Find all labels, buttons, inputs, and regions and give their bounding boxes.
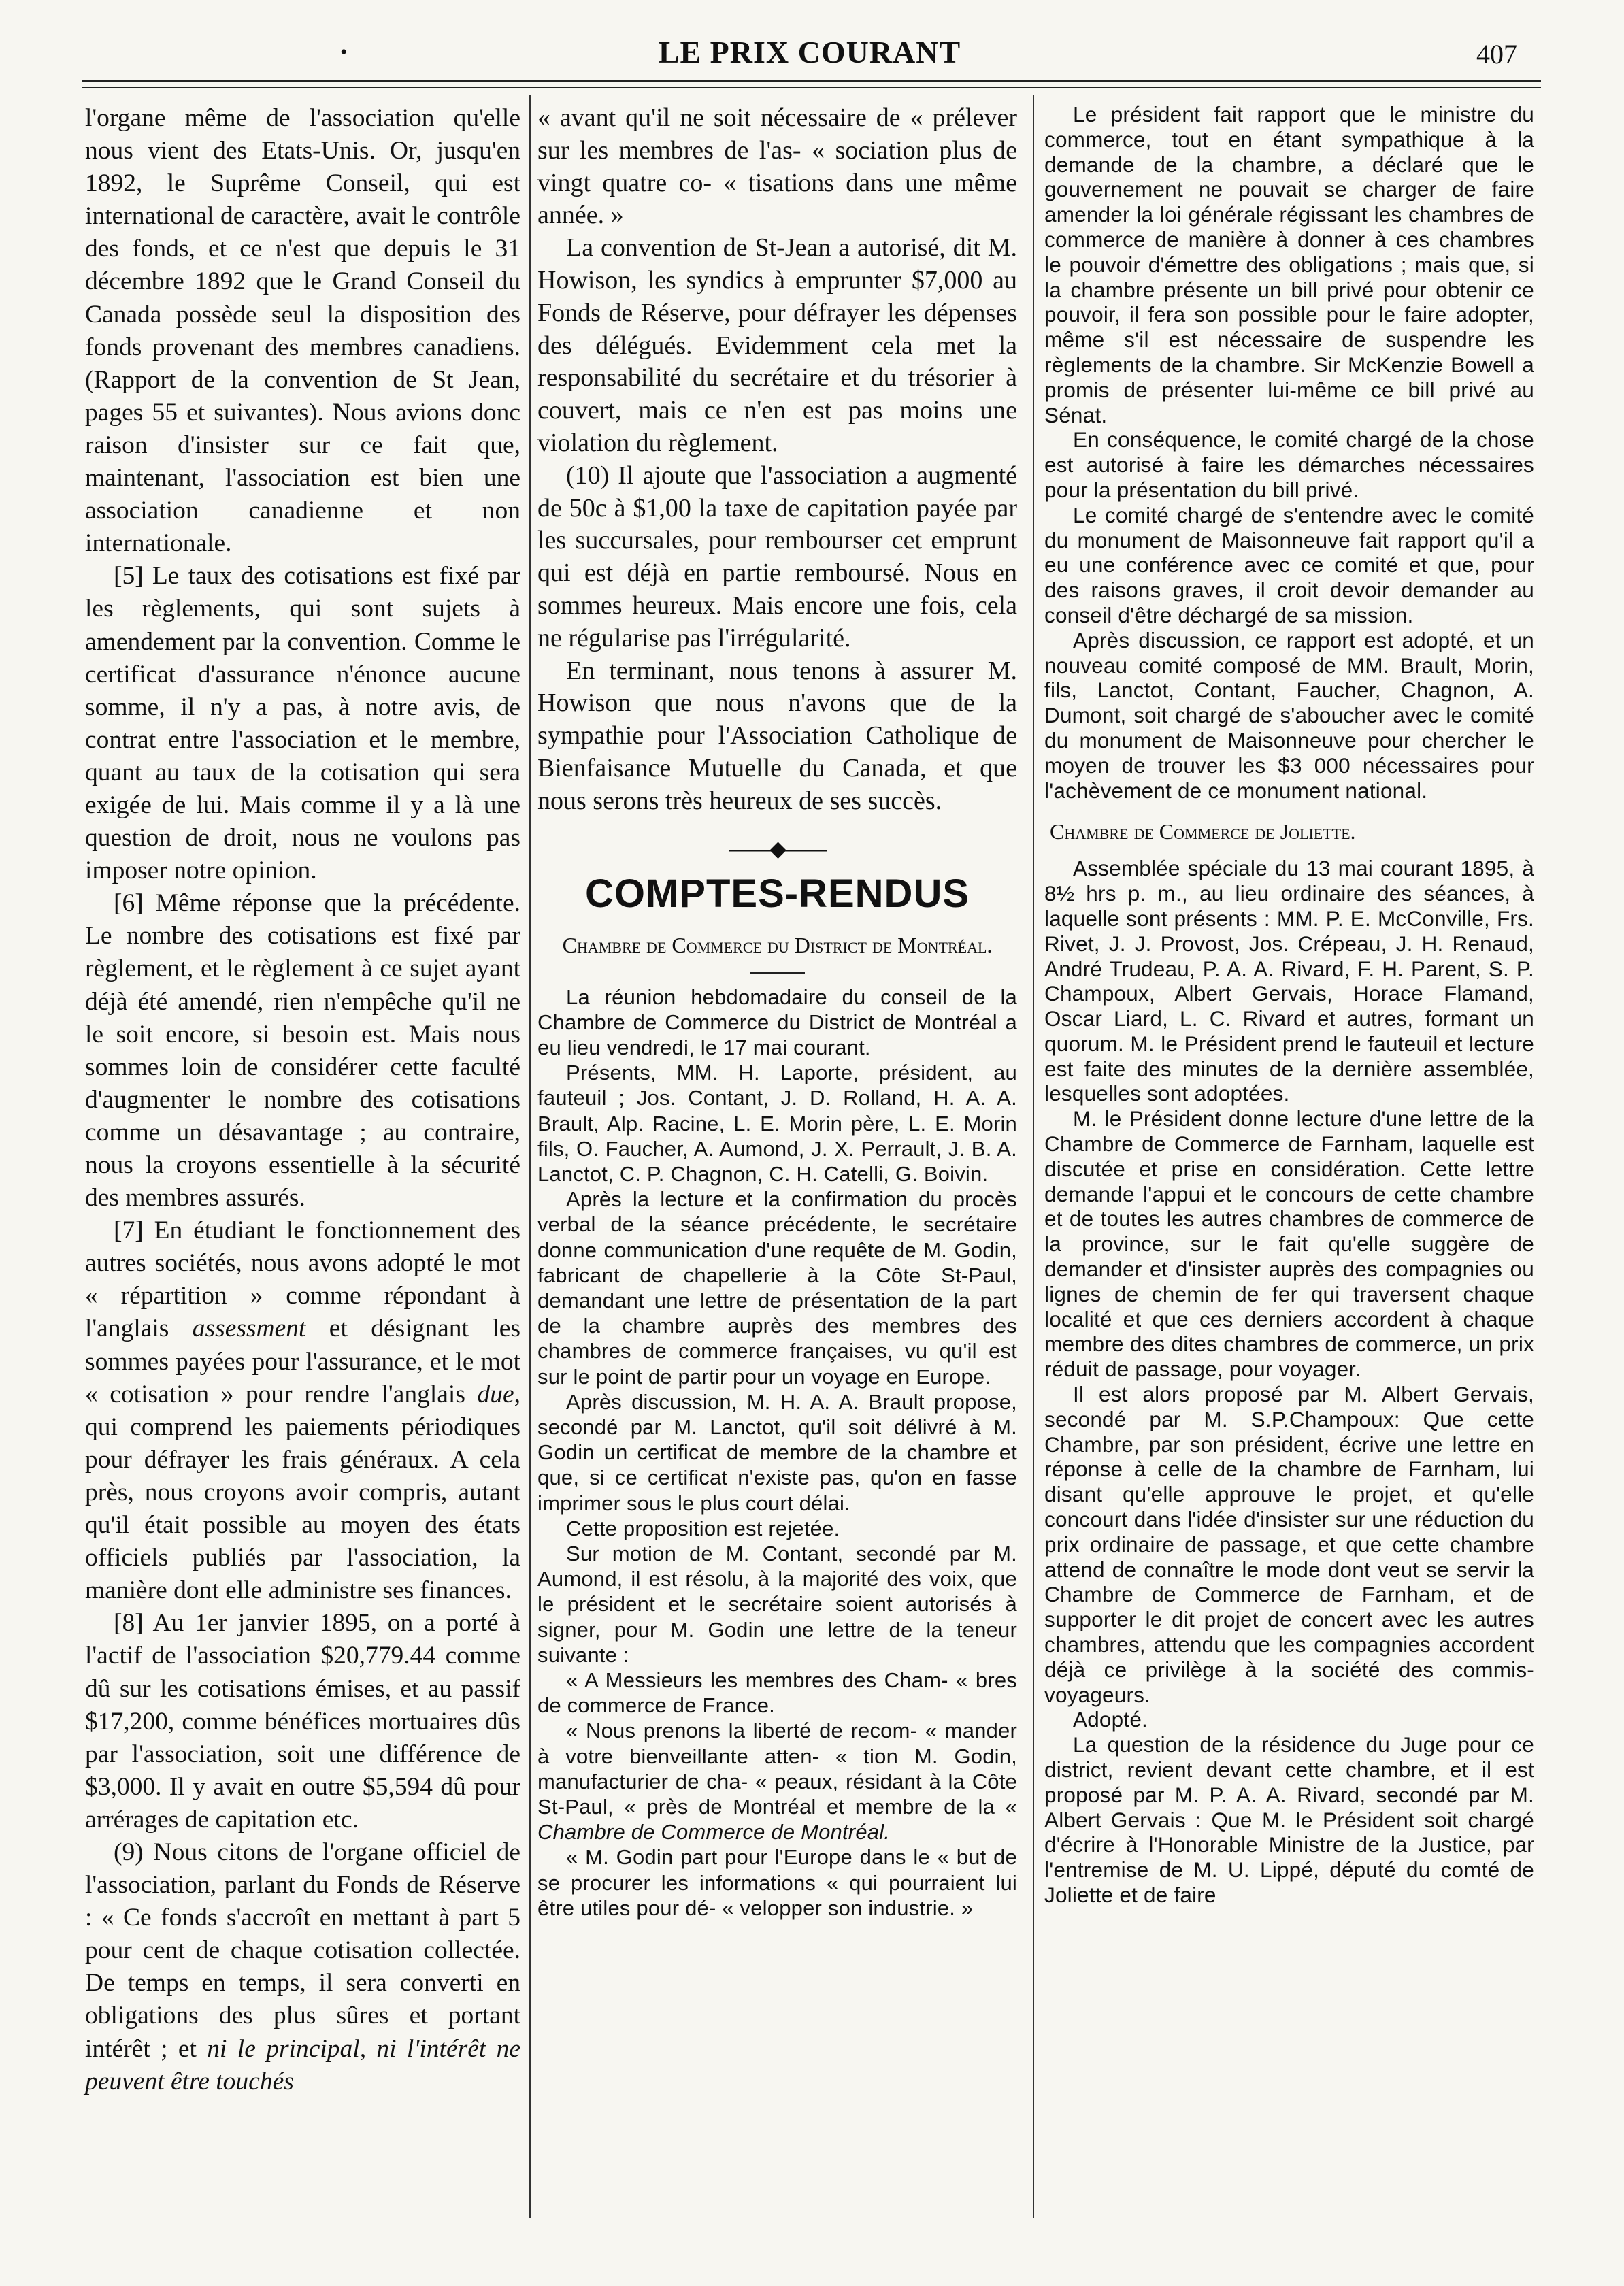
text-run: , qui comprend les paiements périodiques pour défrayer les frais généraux. A cela près, nous croyons avoir compris, autant qu'il était possible au moyen des états officiels publiés par l'association, la manière dont elle administre ses finances. <box>85 1380 520 1605</box>
paragraph: La question de la résidence du Juge pour ce district, revient devant cette chambre, et il est proposé par M. P. A. A. Rivard, secondé par M. Albert Gervais : Que M. le Président soit chargé d'écrire à l'Honorable Ministre de la Justice, par l'entremise de M. U. Lippé, député du comté de Joliette et de faire <box>1044 1732 1534 1907</box>
italic-term: assessment <box>192 1314 306 1343</box>
paragraph: Cette proposition est rejetée. <box>566 1516 840 1540</box>
quoted-letter <box>537 1718 1017 1844</box>
paragraph: Assemblée spéciale du 13 mai courant 1895, à 8½ hrs p. m., au lieu ordinaire des séances, à laquelle sont présents : MM. P. E. McConville, Frs. Rivet, J. J. Provost, Jos. Crépeau, J. H. Renaud, André Trudeau, P. A. A. Rivard, F. H. Parent, S. P. Champoux, Albert Gervais, Horace Flamand, Oscar Liard, L. C. Rivard et autres, formant un quorum. M. le Président prend le fauteuil et lecture est faite des minutes de la dernière assemblée, lesquelles sont adoptées. <box>1044 856 1534 1106</box>
sub-heading: Chambre de Commerce de Joliette. <box>1050 819 1356 844</box>
header-rule <box>82 80 1541 82</box>
quoted-letter: « M. Godin part pour l'Europe dans le « but de se procurer les informations « qui pourraient lui être utiles pour dé- « velopper son industrie. » <box>537 1845 1017 1920</box>
quote-continuation: « avant qu'il ne soit nécessaire de « prélever sur les membres de l'as- « sociation plus de vingt quatre co- « tisations dans une même année. » <box>537 103 1017 230</box>
paragraph: Le président fait rapport que le ministre du commerce, tout en étant sympathique à la demande de la chambre, a déclaré que le gouvernement ne pouvait se charger de faire amender la loi générale régissant les chambres de commerce de manière à donner à ces chambres le pouvoir d'émettre des obligations ; mais que, si la chambre présente un bill privé pour obtenir ce pouvoir, il fera son possible pour le faire adopter, même s'il est nécessaire de suspendre les règlements de la chambre. Sir McKenzie Bowell a promis de présenter lui-même ce bill privé au Sénat. <box>1044 102 1534 427</box>
page-number: 407 <box>1476 39 1517 69</box>
running-title: LE PRIX COURANT <box>658 35 961 69</box>
text-run: « Nous prenons la liberté de recom- « mander à votre bienveillante atten- « tion M. Godin, manufacturier de cha- « peaux, résidant à la Côte St-Paul, « près de Montréal et membre de la « <box>537 1719 1017 1819</box>
paragraph: [5] Le taux des cotisations est fixé par les règlements, qui sont sujets à amendement par la convention. Comme le certificat d'assurance n'énonce aucune somme, il n'y a pas, à notre avis, de contrat entre l'association et le membre, quant au taux de la cotisation qui sera exigée de lui. Mais comme il y a là une question de droit, nous ne voulons pas imposer notre opinion. <box>85 562 520 885</box>
paragraph: En conséquence, le comité chargé de la chose est autorisé à faire les démarches nécessaires pour la présentation du bill privé. <box>1044 427 1534 502</box>
paragraph <box>85 1836 520 2098</box>
italic-phrase: ni le principal, ni l'intérêt ne peuvent être touchés <box>85 2034 520 2096</box>
paragraph: Présents, MM. H. Laporte, président, au fauteuil ; Jos. Contant, J. D. Rolland, H. A. A. Brault, Alp. Racine, L. E. Morin père, L. E. Morin fils, O. Faucher, A. Aumond, J. X. Perrault, J. B. A. Lanctot, C. P. Chagnon, C. H. Catelli, G. Boivin. <box>537 1061 1017 1186</box>
paragraph: (10) Il ajoute que l'association a augmenté de 50c à $1,00 la taxe de capitation payée par les succursales, pour rembourser cet emprunt qui est déjà en partie remboursé. Nous en sommes heureux. Mais encore une fois, cela ne régularise pas l'irrégularité. <box>537 461 1017 652</box>
paragraph: Il est alors proposé par M. Albert Gervais, secondé par M. S.P.Champoux: Que cette Chambre, par son président, écrive une lettre en réponse à celle de la chambre de Farnham, lui disant qu'elle approuve le projet, et qu'elle concourt dans l'idée d'insister sur une réduction du prix ordinaire de passage, et que cette chambre attend de connaître le mode dont veut se servir la Chambre de Commerce de Farnham, et de supporter le dit projet de concert avec les autres chambres, attendu que les compagnies accordent déjà ce privilège à la société des commis-voyageurs. <box>1044 1382 1534 1707</box>
paragraph: Après la lecture et la confirmation du procès verbal de la séance précédente, le secrétaire donne communication d'une requête de M. Godin, fabricant de chapellerie à la Côte St-Paul, demandant une lettre de présentation de la part de la chambre auprès des membres des chambres de commerce françaises, vu qu'il est sur le point de partir pour un voyage en Europe. <box>537 1187 1017 1389</box>
paragraph: [8] Au 1er janvier 1895, on a porté à l'actif de l'association $20,779.44 comme dû sur les cotisations émises, et au passif $17,200, comme bénéfices mortuaires dûs par l'association, soit une différence de $3,000. Il y avait en outre $5,594 dû pour arrérages de capitation etc. <box>85 1609 520 1834</box>
paragraph: Adopté. <box>1073 1707 1148 1732</box>
paragraph: La convention de St-Jean a autorisé, dit M. Howison, les syndics à emprunter $7,000 au Fonds de Réserve, pour défrayer les dépenses des délégués. Evidemment cela met la responsabilité du secrétaire et du trésorier à couvert, mais ce n'en est pas moins une violation du règlement. <box>537 233 1017 457</box>
paragraph: M. le Président donne lecture d'une lettre de la Chambre de Commerce de Farnham, laquelle est discutée et prise en considération. Cette lettre demande l'appui et le concours de cette chambre et de toutes les autres chambres de commerce de la province, sur le fait qu'elle suggère de demander et d'insister auprès des compagnies ou lignes de chemin de fer qui traversent chaque localité et que ces derniers accordent à chaque membre des dites chambres de commerce, un prix réduit de passage, pour voyager. <box>1044 1106 1534 1382</box>
column-divider-1 <box>529 95 531 2218</box>
sub-heading: Chambre de Commerce du District de Montréal. <box>562 932 993 957</box>
header-dot: • <box>340 41 348 63</box>
paragraph: Le comité chargé de s'entendre avec le comité du monument de Maisonneuve fait rapport qu'il a eu une conférence avec ce comité et que, pour des raisons graves, il croit devoir demander au conseil d'être déchargé de sa mission. <box>1044 502 1534 627</box>
quoted-letter: « A Messieurs les membres des Cham- « bres de commerce de France. <box>537 1668 1017 1718</box>
text-run: (9) Nous citons de l'organe officiel de l'association, parlant du Fonds de Réserve : « Ce fonds s'accroît en mettant à part 5 pour cent de chaque cotisation collectée. De temps en temps, il sera converti en obligations des plus sûres et portant intérêt ; et <box>85 1838 520 2063</box>
text-run: et désignant les sommes payées pour l'assurance, et le mot « cotisation » pour rendre l'anglais <box>85 1314 520 1408</box>
paragraph <box>85 1214 520 1607</box>
italic-term: due <box>477 1380 514 1408</box>
paragraph: Sur motion de M. Contant, secondé par M. Aumond, il est résolu, à la majorité des voix, que le président et le secrétaire soient autorisés à signer, pour M. Godin une lettre de la teneur suivante : <box>537 1542 1017 1667</box>
paragraph: En terminant, nous tenons à assurer M. Howison que nous n'avons que de la sympathie pour l'Association Catholique de Bienfaisance Mutuelle du Canada, et que nous serons très heureux de ses succès. <box>537 656 1017 815</box>
paragraph: l'organe même de l'association qu'elle nous vient des Etats-Unis. Or, jusqu'en 1892, le Suprême Conseil, qui est international de caractère, avait le contrôle des fonds, et ce n'est que depuis le 31 décembre 1892 que le Grand Conseil du Canada possède seul la disposition des fonds provenant des membres canadiens. (Rapport de la convention de St Jean, pages 55 et suivantes). Nous avions donc raison d'insister sur ce fait que, maintenant, l'association est bien une association canadienne et non internationale. <box>85 104 520 558</box>
paragraph: La réunion hebdomadaire du conseil de la Chambre de Commerce du District de Montréal a eu lieu vendredi, le 17 mai courant. <box>537 984 1017 1059</box>
column-3 <box>1044 102 1534 1908</box>
short-rule <box>750 972 805 974</box>
text-run: [7] En étudiant le fonctionnement des autres sociétés, nous avons adopté le mot « répartition » comme répondant à l'anglais <box>85 1216 520 1343</box>
paragraph: Après discussion, M. H. A. A. Brault propose, secondé par M. Lanctot, qu'il soit délivré à M. Godin un certificat de membre de la chambre et que, si ce certificat n'existe pas, qu'on en fasse imprimer sous le plus court délai. <box>537 1389 1017 1515</box>
paragraph: Après discussion, ce rapport est adopté, et un nouveau comité composé de MM. Brault, Morin, fils, Lanctot, Contant, Faucher, Chagnon, A. Dumont, soit chargé de s'aboucher avec le comité du monument de Maisonneuve pour chercher le moyen de trouver les $3 000 nécessaires pour l'achèvement de ce monument national. <box>1044 627 1534 803</box>
column-1 <box>85 102 520 2098</box>
paragraph: [6] Même réponse que la précédente. Le nombre des cotisations est fixé par règlement, et le règlement à ce sujet ayant déjà été amendé, rien n'empêche qu'il ne le soit encore, si besoin est. Mais nous sommes loin de considérer cette faculté d'augmenter le nombre des cotisations comme un désavantage ; au contraire, nous la croyons essentielle à la sécurité des membres assurés. <box>85 889 520 1212</box>
page-header <box>102 20 1517 75</box>
column-2 <box>537 102 1017 1921</box>
section-title: COMPTES-RENDUS <box>584 871 970 916</box>
column-divider-2 <box>1033 95 1034 2218</box>
header-rule-thin <box>82 87 1541 88</box>
italic-phrase: Chambre de Commerce de Montréal. <box>537 1820 891 1844</box>
ornament-divider: ——◆—— <box>729 835 826 861</box>
